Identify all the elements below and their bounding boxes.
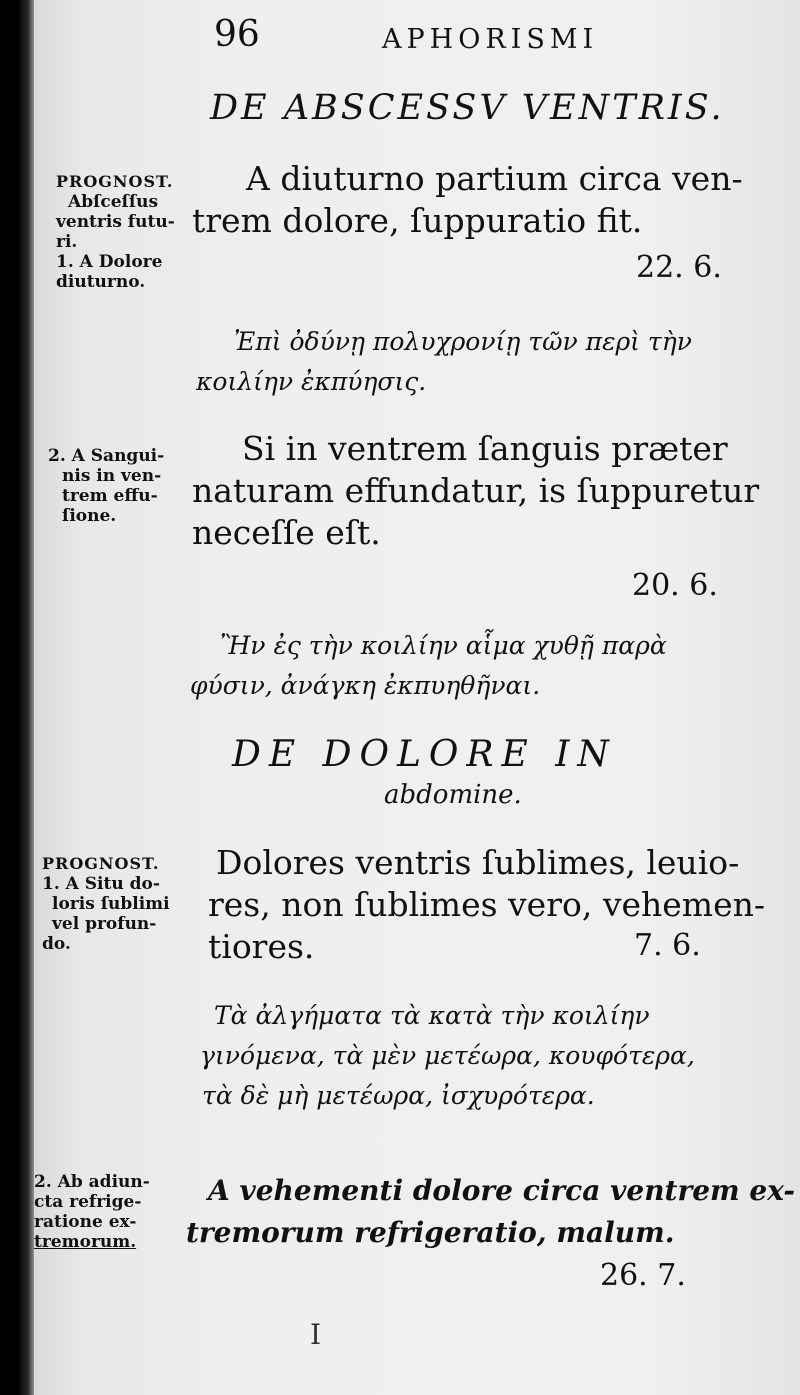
margin-line: do. [42,934,71,954]
margin-line: ſione. [62,506,117,526]
aphorism-greek-3 [200,996,695,1116]
latin-line: Si in ventrem ſanguis præter [242,429,728,468]
latin-line: trem dolore, ſuppuratio fit. [192,201,643,240]
aphorism-reference-3: 7. 6. [634,928,701,963]
aphorism-latin-2 [192,428,760,554]
aphorism-reference-2: 20. 6. [632,568,718,603]
margin-prognost: PROGNOST. [56,172,174,191]
latin-line: A diuturno partium circa ven- [246,159,743,198]
subsection-title-cont: abdomine. [384,780,522,810]
margin-line: loris ſublimi [52,894,170,914]
signature-mark: I [310,1318,322,1351]
greek-line: κοιλίην ἐκπύησις. [196,367,427,396]
margin-line: nis in ven- [62,466,162,486]
margin-note-1 [56,172,175,292]
aphorism-latin-1 [192,158,743,242]
margin-line: Abſceſſus [68,192,159,212]
subsection-title: DE DOLORE IN [232,734,617,775]
greek-line: γινόμενα, τὰ μὲν μετέωρα, κουφότερα, [200,1041,695,1070]
latin-line: res, non ſublimes vero, vehemen- [208,885,766,924]
page-number: 96 [214,14,260,55]
margin-line: cta refrige- [34,1192,142,1212]
aphorism-reference-4: 26. 7. [600,1258,686,1293]
latin-line: Dolores ventris ſublimes, leuio- [216,843,740,882]
margin-note-3 [42,854,170,954]
margin-note-4 [34,1172,150,1252]
aphorism-greek-2 [190,626,667,706]
margin-line: 1. A Situ do- [42,874,160,894]
greek-line: τὰ δὲ μὴ μετέωρα, ἰσχυρότερα. [202,1081,595,1110]
margin-note-2 [48,446,164,526]
greek-line: Ἐπὶ ὀδύνῃ πολυχρονίῃ τῶν περὶ τὴν [234,327,692,356]
greek-line: Ἢν ἐς τὴν κοιλίην αἷμα χυθῇ παρὰ [220,631,667,660]
latin-line: naturam effundatur, is ſuppuretur [192,471,760,510]
latin-line: A vehementi dolore circa ventrem ex- [208,1174,796,1207]
margin-line: trem effu- [62,486,158,506]
margin-line: ratione ex- [34,1212,137,1232]
margin-line: ri. [56,232,78,252]
section-title: DE ABSCESSV VENTRIS. [210,88,725,128]
scan-border [0,0,38,1395]
aphorism-greek-1 [196,322,692,402]
margin-line: 2. A Sangui- [48,446,165,466]
margin-line: tremorum. [34,1232,137,1252]
latin-line: tremorum refrigeratio, malum. [186,1216,675,1249]
margin-prognost: PROGNOST. [42,854,160,873]
aphorism-latin-4 [186,1170,796,1254]
latin-line: neceſſe eſt. [192,513,381,552]
greek-line: φύσιν, ἀνάγκη ἐκπυηθῆναι. [190,671,541,700]
margin-line: ventris futu- [56,212,175,232]
aphorism-reference-1: 22. 6. [636,250,722,285]
greek-line: Τὰ ἀλγήματα τὰ κατὰ τὴν κοιλίην [214,1001,650,1030]
book-page [34,0,800,1395]
running-title: APHORISMI [382,24,599,55]
latin-line: tiores. [208,927,315,966]
margin-line: 1. A Dolore [56,252,163,272]
margin-line: vel profun- [52,914,157,934]
margin-line: diuturno. [56,272,146,292]
margin-line: 2. Ab adiun- [34,1172,150,1192]
